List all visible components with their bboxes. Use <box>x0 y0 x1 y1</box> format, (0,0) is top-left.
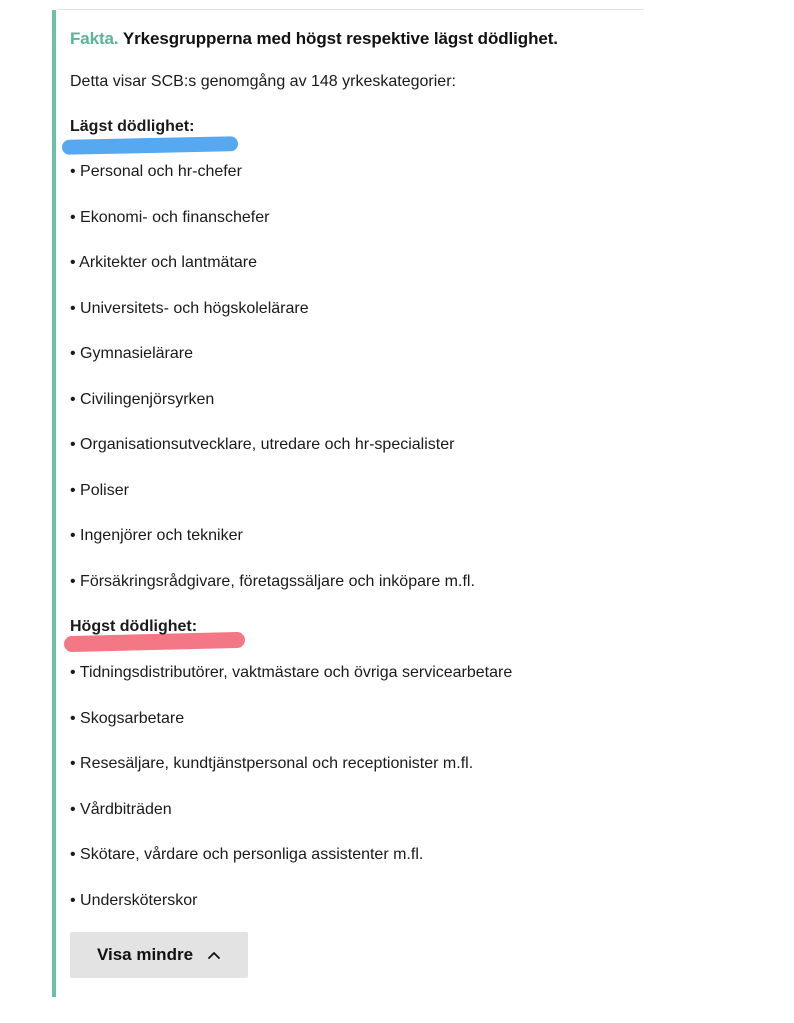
list-item: • Poliser <box>70 481 129 499</box>
list-item: • Resesäljare, kundtjänstpersonal och receptionister m.fl. <box>70 755 474 772</box>
list-item: • Undersköterskor <box>70 891 198 909</box>
fact-title <box>70 29 558 49</box>
highest-heading: Högst dödlighet: <box>70 618 198 635</box>
list-item: • Tidningsdistributörer, vaktmästare och övriga servicearbetare <box>70 664 513 681</box>
list-item: • Försäkringsrådgivare, företagssäljare och inköpare m.fl. <box>70 572 475 590</box>
chevron-up-icon <box>207 948 221 962</box>
list-item: • Ekonomi- och finanschefer <box>70 208 270 226</box>
list-item: • Vårdbiträden <box>70 800 172 818</box>
fact-heading: Yrkesgrupperna med högst respektive lägst dödlighet. <box>122 29 558 48</box>
list-item: • Civilingenjörsyrken <box>70 390 215 408</box>
list-item: • Organisationsutvecklare, utredare och hr-specialister <box>70 436 455 453</box>
fact-box <box>52 10 656 997</box>
show-less-button[interactable] <box>70 932 248 978</box>
list-item: • Arkitekter och lantmätare <box>70 254 258 271</box>
list-item: • Ingenjörer och tekniker <box>70 527 243 544</box>
blue-highlight-stroke <box>62 136 238 155</box>
fact-label: Fakta. <box>70 29 119 48</box>
show-less-label: Visa mindre <box>96 945 194 964</box>
list-item: • Skogsarbetare <box>70 709 185 727</box>
list-item: • Personal och hr-chefer <box>70 163 242 180</box>
list-item: • Skötare, vårdare och personliga assistenter m.fl. <box>70 846 424 863</box>
fact-intro: Detta visar SCB:s genomgång av 148 yrkeskategorier: <box>70 73 456 90</box>
list-item: • Universitets- och högskolelärare <box>70 299 309 317</box>
list-item: • Gymnasielärare <box>70 345 193 362</box>
lowest-heading: Lägst dödlighet: <box>70 118 195 135</box>
